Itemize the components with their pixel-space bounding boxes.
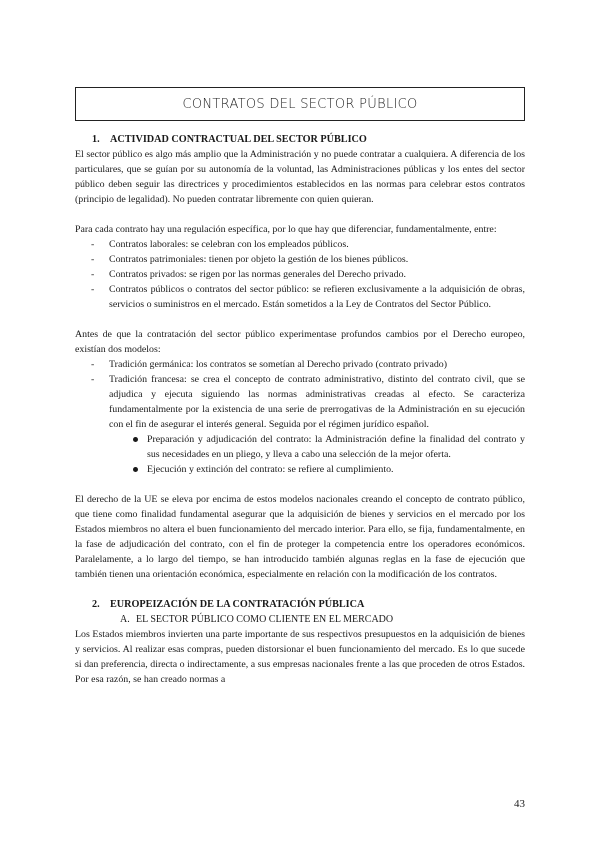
list-item: - Contratos patrimoniales: tienen por objeto la gestión de los bienes públicos.: [75, 252, 525, 267]
models-list: [75, 357, 525, 432]
section-2-title: EUROPEIZACIÓN DE LA CONTRATACIÓN PÚBLICA: [110, 599, 365, 610]
section-1-paragraph-1: El sector público es algo más amplio que la Administración y no puede contratar a cualquiera. A diferencia de los particulares, que se guían por su autonomía de la voluntad, las Administraciones públicas y los entes del sector público deben seguir las directrices y procedimientos establecidos en las normas para celebrar estos contratos (principio de legalidad). No pueden contratar libremente con quien quieran.: [75, 149, 525, 205]
list-item: - Contratos públicos o contratos del sector público: se refieren exclusivamente a la adquisición de obras, servicios o suministros en el mercado. Están sometidos a la Ley de Contratos del Sector Público.: [75, 282, 525, 312]
subsection-a-heading: [75, 612, 525, 627]
section-1-paragraph-2: Para cada contrato hay una regulación específica, por lo que hay que diferenciar, fundamentalmente, entre:: [75, 224, 497, 235]
list-item: Ejecución y extinción del contrato: se refiere al cumplimiento.: [75, 462, 525, 477]
subsection-a-letter: A.: [120, 614, 130, 625]
section-1-paragraph-3: Antes de que la contratación del sector público experimentase profundos cambios por el Derecho europeo, existían dos modelos:: [75, 329, 525, 355]
list-item: - Tradición francesa: se crea el concepto de contrato administrativo, distinto del contrato civil, que se adjudica y ejecuta siguiendo las normas administrativas creadas al efecto. Se caracteriza fundamentalmente por la existencia de una serie de prerrogativas de la Administración en su ejecución con el fin de asegurar el interés general. Seguida por el régimen jurídico español.: [75, 372, 525, 432]
section-2-number: 2.: [92, 599, 100, 610]
section-2-paragraph-1: Los Estados miembros invierten una parte importante de sus respectivos presupuestos en la adquisición de bienes y servicios. Al realizar esas compras, pueden distorsionar el buen funcionamiento del mercado. Es lo que sucede si dan preferencia, directa o indirectamente, a sus empresas nacionales frente a las que proceden de otros Estados. Por esa razón, se han creado normas a: [75, 629, 525, 685]
list-item: - Contratos privados: se rigen por las normas generales del Derecho privado.: [75, 267, 525, 282]
section-1-paragraph-4: El derecho de la UE se eleva por encima de estos modelos nacionales creando el concepto de contrato público, que tiene como finalidad fundamental asegurar que la adquisición de bienes y servicios en el mercado por los Estados miembros no altera el buen funcionamiento del mercado interior. Para ello, se fija, fundamentalmente, en la fase de adjudicación del contrato, con el fin de proteger la competencia entre los operadores económicos. Paralelamente, a lo largo del tiempo, se han introducido también algunas reglas en la fase de ejecución que también tienen una orientación económica, especialmente en relación con la modificación de los contratos.: [75, 494, 525, 580]
list-item: - Contratos laborales: se celebran con los empleados públicos.: [75, 237, 525, 252]
contract-types-list: [75, 237, 525, 312]
list-item: Preparación y adjudicación del contrato: la Administración define la finalidad del contrato y sus necesidades en un pliego, y lleva a cabo una selección de la mejor oferta.: [75, 432, 525, 462]
title-box: [75, 87, 525, 121]
list-item: - Tradición germánica: los contratos se sometían al Derecho privado (contrato privado): [75, 357, 525, 372]
page-title: CONTRATOS DEL SECTOR PÚBLICO: [182, 96, 418, 112]
section-2-heading: [75, 597, 525, 612]
section-1-title: ACTIVIDAD CONTRACTUAL DEL SECTOR PÚBLICO: [110, 134, 367, 145]
section-1-number: 1.: [92, 134, 100, 145]
page-content: [75, 132, 525, 687]
subsection-a-title: EL SECTOR PÚBLICO COMO CLIENTE EN EL MERCADO: [136, 614, 394, 625]
section-1-heading: [75, 132, 525, 147]
page-number: 43: [514, 798, 525, 810]
phases-list: [75, 432, 525, 477]
